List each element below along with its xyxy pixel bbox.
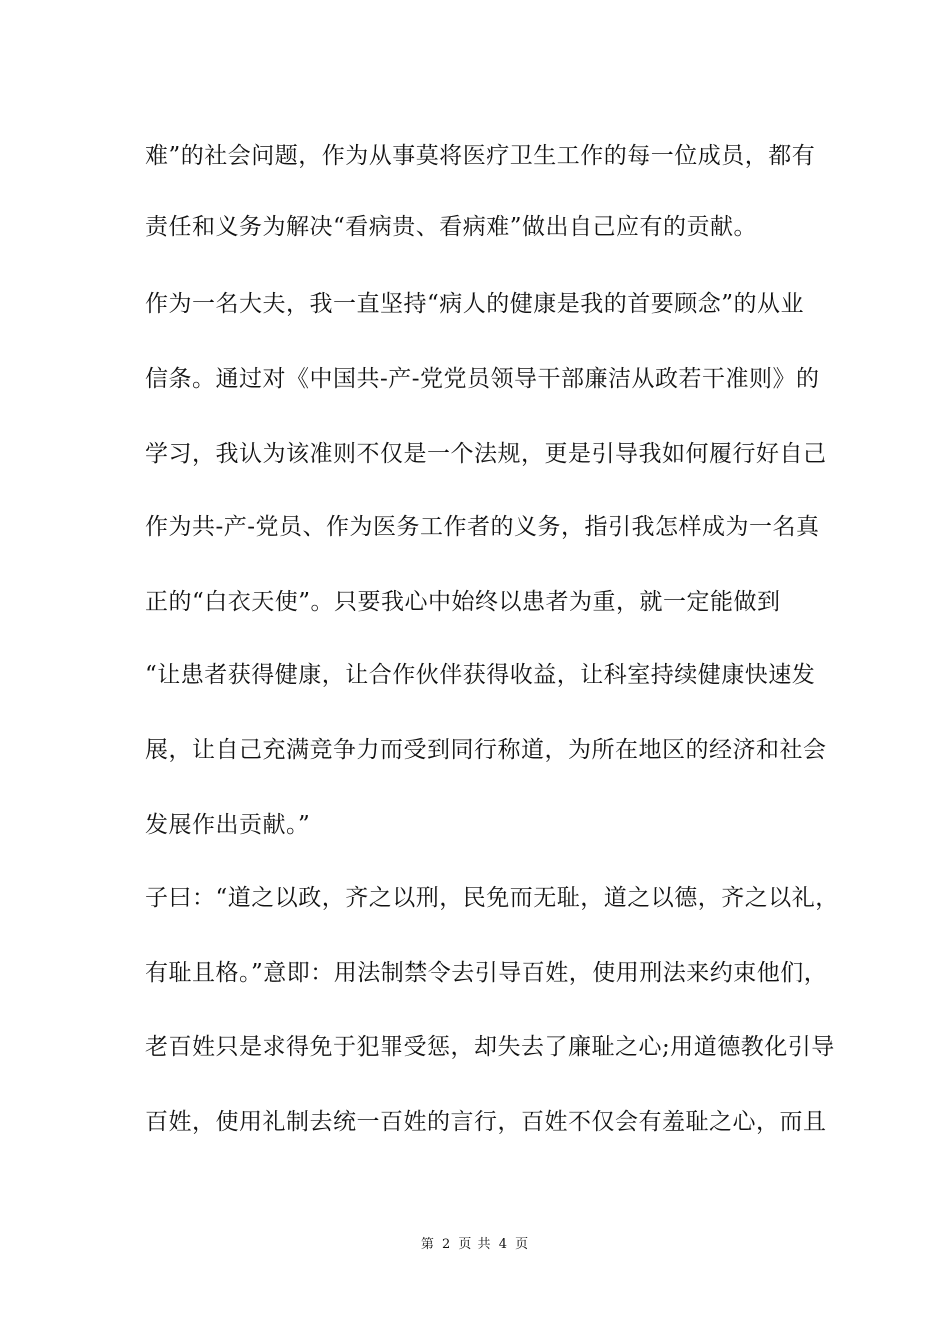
body-line-1: 难”的社会问题，作为从事莫将医疗卫生工作的每一位成员，都有 (145, 143, 816, 169)
body-line-10: 发展作出贡献。” (145, 812, 311, 838)
body-line-3: 作为一名大夫，我一直坚持“病人的健康是我的首要顾念”的从业 (145, 291, 805, 317)
body-line-12: 有耻且格。”意即：用法制禁令去引导百姓，使用刑法来约束他们， (145, 960, 828, 986)
body-line-2: 责任和义务为解决“看病贵、看病难”做出自己应有的贡献。 (145, 214, 758, 240)
page-label-mid: 页 共 (458, 1237, 492, 1252)
current-page-number: 2 (442, 1237, 452, 1252)
body-line-8: “让患者获得健康，让合作伙伴获得收益，让科室持续健康快速发 (145, 662, 816, 688)
body-line-6: 作为共-产-党员、作为医务工作者的义务，指引我怎样成为一名真 (145, 514, 820, 540)
page-label-prefix: 第 (420, 1237, 435, 1252)
body-line-11: 子曰：“道之以政，齐之以刑，民免而无耻，道之以德，齐之以礼， (145, 885, 839, 911)
page-label-suffix: 页 (515, 1237, 530, 1252)
body-line-14: 百姓，使用礼制去统一百姓的言行，百姓不仅会有羞耻之心，而且 (145, 1109, 827, 1135)
body-line-5: 学习，我认为该准则不仅是一个法规，更是引导我如何履行好自己 (145, 441, 827, 467)
body-line-7: 正的“白衣天使”。只要我心中始终以患者为重，就一定能做到 (145, 589, 781, 615)
body-line-13: 老百姓只是求得免于犯罪受惩，却失去了廉耻之心;用道德教化引导 (145, 1034, 835, 1060)
body-line-4: 信条。通过对《中国共-产-党党员领导干部廉洁从政若干准则》的 (145, 366, 820, 392)
page-footer (0, 1236, 950, 1254)
total-pages-number: 4 (498, 1237, 508, 1252)
body-line-9: 展，让自己充满竞争力而受到同行称道，为所在地区的经济和社会 (145, 737, 827, 763)
